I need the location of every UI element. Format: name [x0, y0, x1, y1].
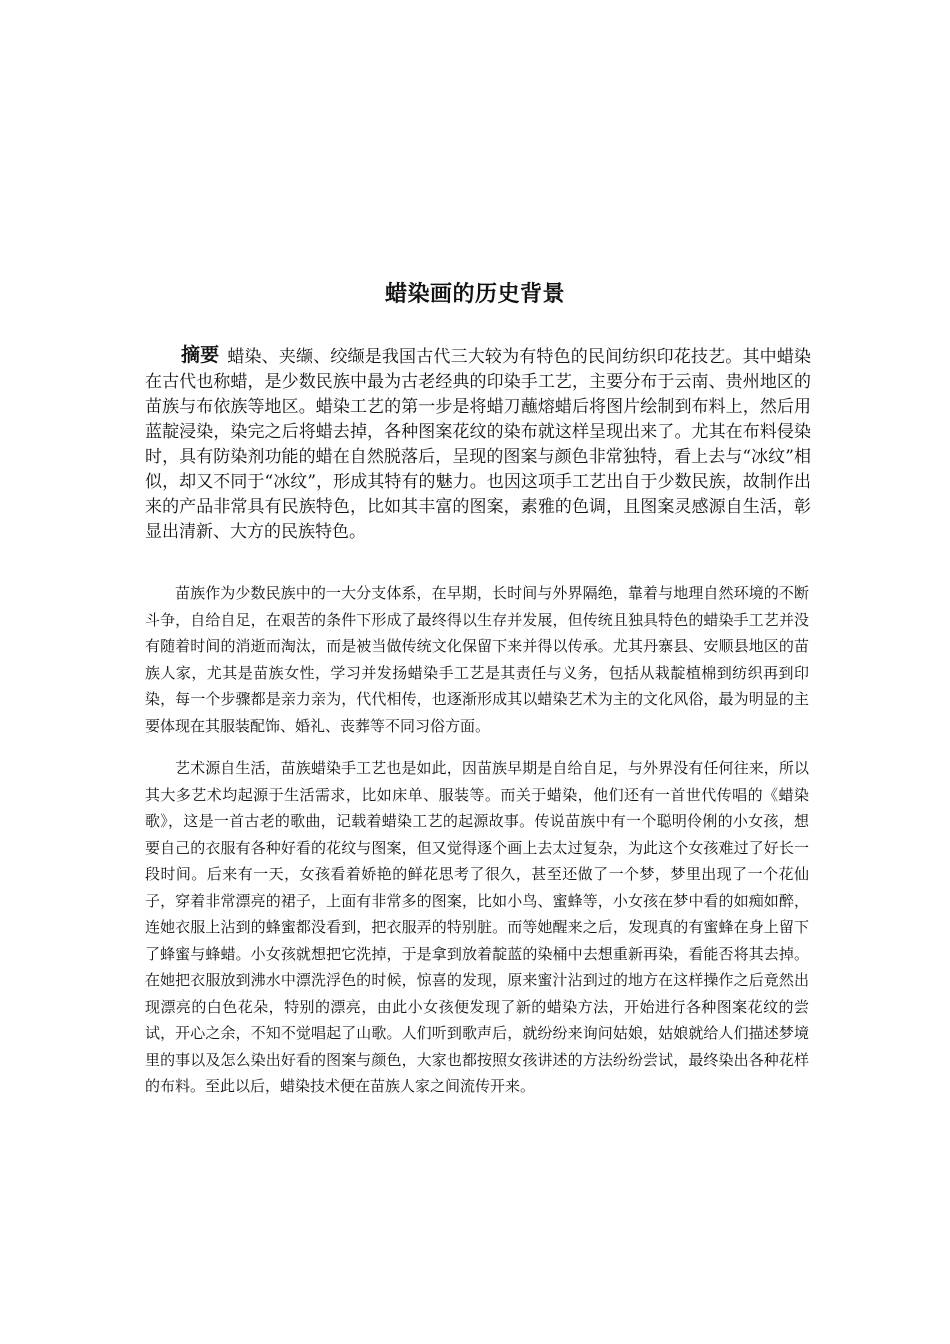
document-title: 蜡染画的历史背景: [384, 282, 565, 307]
body-paragraph: 艺术源自生活，苗族蜡染手工艺也是如此，因苗族早期是自给自足，与外界没有任何往来，所以其大多艺术均起源于生活需求，比如床单、服装等。而关于蜡染，他们还有一首世代传唱的《蜡染歌》，这是一首古老的歌曲，记载着蜡染工艺的起源故事。传说苗族中有一个聪明伶俐的小女孩，想要自己的衣服有各种好看的花纹与图案，但又觉得逐个画上去太过复杂，为此这个女孩难过了好长一段时间。后来有一天，女孩看着娇艳的鲜花思考了很久，甚至还做了一个梦，梦里出现了一个花仙子，穿着非常漂亮的裙子，上面有非常多的图案，比如小鸟、蜜蜂等，小女孩在梦中看的如痴如醉，连她衣服上沾到的蜂蜜都没看到，把衣服弄的特别脏。而等她醒来之后，发现真的有蜜蜂在身上留下了蜂蜜与蜂蜡。小女孩就想把它洗掉，于是拿到放着靛蓝的染桶中去想重新再染，看能否将其去掉。在她把衣服放到沸水中漂洗浮色的时候，惊喜的发现，原来蜜汁沾到过的地方在这样操作之后竟然出现漂亮的白色花朵，特别的漂亮，由此小女孩便发现了新的蜡染方法，开始进行各种图案花纹的尝试，开心之余，不知不觉唱起了山歌。人们听到歌声后，就纷纷来询问姑娘，姑娘就给人们描述梦境里的事以及怎么染出好看的图案与颜色，大家也都按照女孩讲述的方法纷纷尝试，最终染出各种花样的布料。至此以后，蜡染技术便在苗族人家之间流传开来。: [145, 759, 809, 1095]
abstract-paragraph: [145, 343, 811, 545]
abstract-text: 蜡染、夹缬、绞缬是我国古代三大较为有特色的民间纺织印花技艺。其中蜡染在古代也称蜡，是少数民族中最为古老经典的印染手工艺，主要分布于云南、贵州地区的苗族与布依族等地区。蜡染工艺的第一步是将蜡刀蘸熔蜡后将图片绘制到布料上，然后用蓝靛浸染，染完之后将蜡去掉，各种图案花纹的染布就这样呈现出来了。尤其在布料侵染时，具有防染剂功能的蜡在自然脱落后，呈现的图案与颜色非常独特，看上去与“冰纹”相似，却又不同于“冰纹”，形成其特有的魅力。也因这项手工艺出自于少数民族，故制作出来的产品非常具有民族特色，比如其丰富的图案，素雅的色调，且图案灵感源自生活，彰显出清新、大方的民族特色。: [145, 347, 811, 542]
body-paragraph: 苗族作为少数民族中的一大分支体系，在早期，长时间与外界隔绝，靠着与地理自然环境的不断斗争，自给自足，在艰苦的条件下形成了最终得以生存并发展，但传统且独具特色的蜡染手工艺并没有随着时间的消逝而淘汰，而是被当做传统文化保留下来并得以传承。尤其丹寨县、安顺县地区的苗族人家，尤其是苗族女性，学习并发扬蜡染手工艺是其责任与义务，包括从栽靛植棉到纺织再到印染，每一个步骤都是亲力亲为，代代相传，也逐渐形成其以蜡染艺术为主的文化风俗，最为明显的主要体现在其服装配饰、婚礼、丧葬等不同习俗方面。: [145, 584, 809, 735]
abstract-label: 摘要: [181, 344, 220, 366]
